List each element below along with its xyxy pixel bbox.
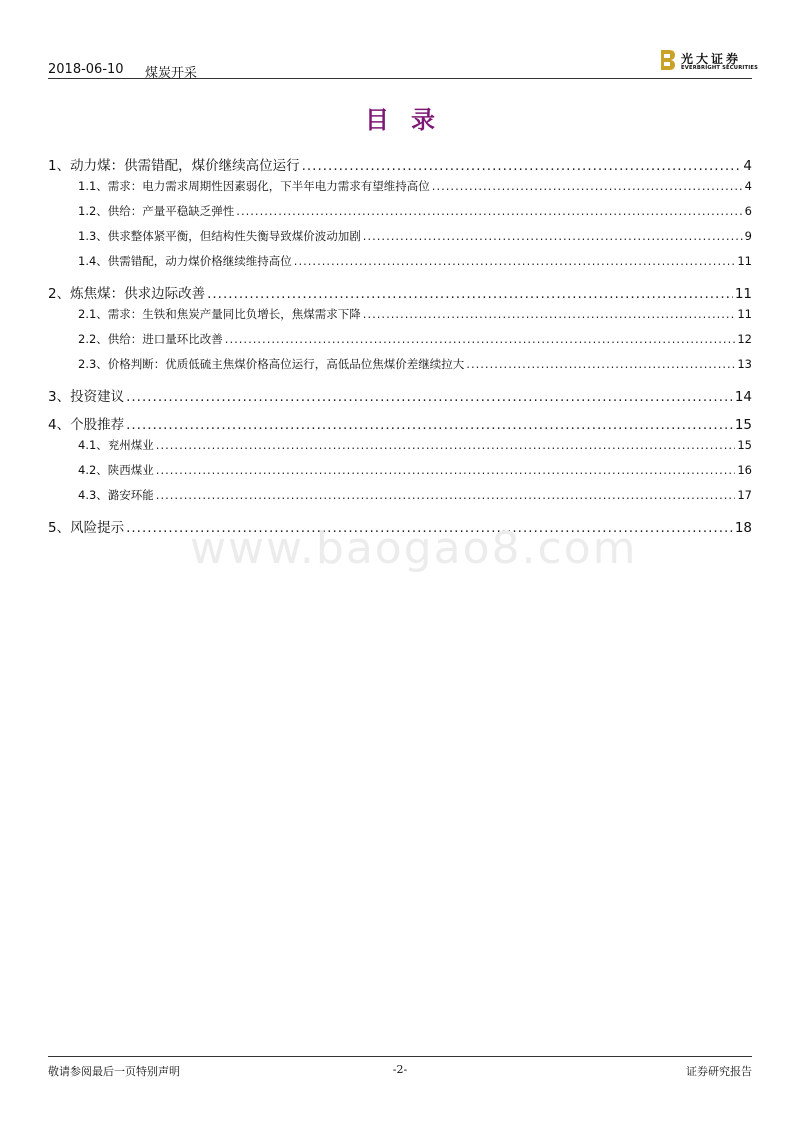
toc-entry-page: 15 (737, 438, 752, 452)
toc-entry-number: 1、 (48, 158, 71, 174)
toc-entry-section[interactable] (48, 413, 752, 437)
toc-leader-dots (156, 488, 736, 502)
logo-text-en: EVERBRIGHT SECURITIES (681, 65, 759, 71)
toc-entry-title: 兖州煤业 (107, 438, 154, 452)
toc-entry-subsection[interactable] (48, 487, 752, 512)
toc-leader-dots (207, 286, 733, 302)
toc-entry-number: 2.2、 (78, 332, 108, 346)
toc-entry-subsection[interactable] (48, 306, 752, 331)
toc-entry-subsection[interactable] (48, 203, 752, 228)
toc-entry-number: 5、 (48, 520, 71, 536)
toc-entry-title: 炼焦煤：供求边际改善 (70, 286, 206, 302)
toc-entry-number: 4.3、 (78, 488, 108, 502)
toc-entry-title: 供给：产量平稳缺乏弹性 (107, 204, 235, 218)
toc-entry-title: 潞安环能 (107, 488, 154, 502)
toc-entry-section[interactable] (48, 154, 752, 178)
toc-entry-title: 风险提示 (70, 520, 125, 536)
toc-entry-page: 11 (737, 254, 752, 268)
toc-leader-dots (236, 204, 742, 218)
toc-entry-number: 4、 (48, 417, 71, 433)
toc-entry-page: 12 (737, 332, 752, 346)
toc-entry-number: 3、 (48, 389, 71, 405)
toc-entry-subsection[interactable] (48, 228, 752, 253)
toc-leader-dots (126, 389, 733, 405)
company-logo (660, 46, 759, 74)
toc-leader-dots (363, 307, 736, 321)
toc-entry-number: 1.1、 (78, 179, 108, 193)
toc-entry-page: 17 (737, 488, 752, 502)
toc-entry-number: 1.4、 (78, 254, 108, 268)
toc-entry-title: 个股推荐 (70, 417, 125, 433)
toc-entry-number: 1.3、 (78, 229, 108, 243)
footer-disclaimer: 敬请参阅最后一页特别声明 (48, 1065, 180, 1078)
toc-leader-dots (156, 463, 736, 477)
toc-entry-page: 6 (744, 204, 752, 218)
toc-entry-title: 陕西煤业 (107, 463, 154, 477)
toc-leader-dots (225, 332, 736, 346)
toc-entry-title: 需求：电力需求周期性因素弱化，下半年电力需求有望维持高位 (107, 179, 430, 193)
table-of-contents (48, 150, 752, 540)
toc-leader-dots (432, 179, 743, 193)
logo-text-cn: 光大证券 (681, 52, 742, 66)
toc-leader-dots (126, 417, 733, 433)
toc-entry-subsection[interactable] (48, 178, 752, 203)
toc-entry-title: 投资建议 (70, 389, 125, 405)
footer-report-type: 证券研究报告 (686, 1065, 752, 1078)
toc-leader-dots (294, 254, 736, 268)
toc-leader-dots (156, 438, 736, 452)
toc-entry-title: 需求：生铁和焦炭产量同比负增长，焦煤需求下降 (107, 307, 361, 321)
toc-entry-number: 1.2、 (78, 204, 108, 218)
toc-entry-title: 供给：进口量环比改善 (107, 332, 223, 346)
toc-entry-page: 14 (734, 389, 752, 405)
toc-entry-section[interactable] (48, 385, 752, 409)
report-date: 2018-06-10 (48, 62, 124, 77)
toc-entry-subsection[interactable] (48, 253, 752, 278)
toc-entry-subsection[interactable] (48, 437, 752, 462)
toc-entry-page: 18 (734, 520, 752, 536)
page-header (48, 44, 759, 81)
toc-entry-title: 供需错配，动力煤价格继续维持高位 (107, 254, 292, 268)
toc-entry-title: 动力煤：供需错配，煤价继续高位运行 (70, 158, 300, 174)
toc-entry-page: 4 (744, 179, 752, 193)
toc-entry-section[interactable] (48, 282, 752, 306)
toc-leader-dots (466, 357, 735, 371)
toc-entry-number: 4.1、 (78, 438, 108, 452)
toc-title: 目录 (365, 105, 457, 134)
report-sector: 煤炭开采 (145, 66, 198, 81)
toc-entry-subsection[interactable] (48, 462, 752, 487)
everbright-logo-icon (660, 49, 676, 71)
page-number: -2- (392, 1063, 408, 1076)
toc-entry-number: 4.2、 (78, 463, 108, 477)
toc-entry-page: 11 (734, 286, 752, 302)
toc-entry-title: 供求整体紧平衡，但结构性失衡导致煤价波动加剧 (107, 229, 361, 243)
toc-entry-subsection[interactable] (48, 331, 752, 356)
toc-entry-number: 2、 (48, 286, 71, 302)
toc-entry-number: 2.1、 (78, 307, 108, 321)
toc-entry-page: 16 (737, 463, 752, 477)
toc-entry-page: 13 (737, 357, 752, 371)
toc-entry-page: 11 (737, 307, 752, 321)
toc-entry-page: 4 (743, 158, 752, 174)
toc-leader-dots (363, 229, 743, 243)
toc-entry-subsection[interactable] (48, 356, 752, 381)
toc-entry-page: 15 (734, 417, 752, 433)
page-footer (48, 1056, 752, 1077)
toc-entry-page: 9 (744, 229, 752, 243)
toc-entry-number: 2.3、 (78, 357, 108, 371)
toc-leader-dots (302, 158, 742, 174)
toc-entry-title: 价格判断：优质低硫主焦煤价格高位运行，高低品位焦煤价差继续拉大 (107, 357, 465, 371)
watermark: www.baogao8.com (190, 523, 638, 574)
